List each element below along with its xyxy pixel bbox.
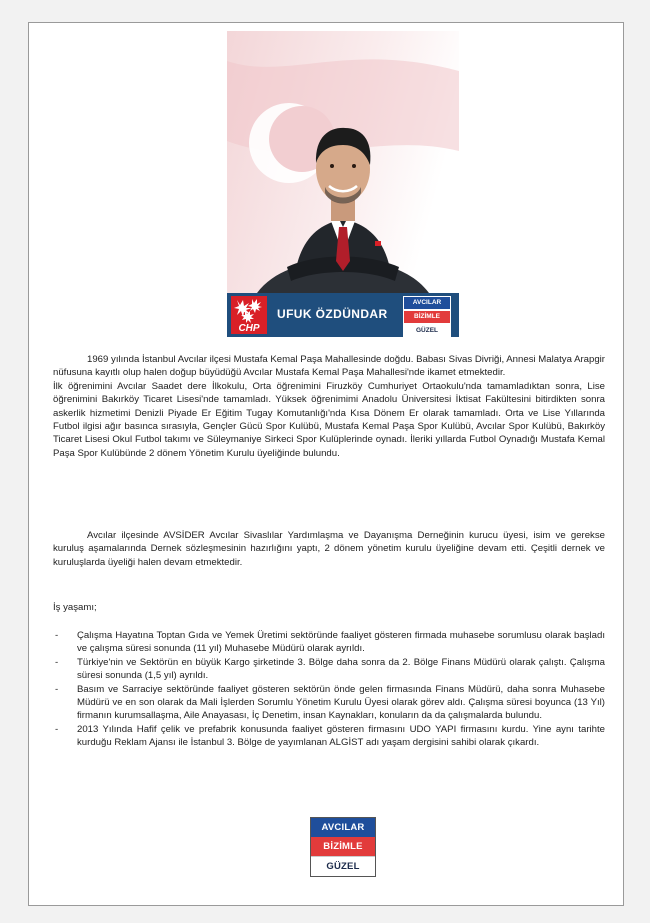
slogan-badge-line-3: GÜZEL xyxy=(311,856,375,876)
career-item: - 2013 Yılında Hafif çelik ve prefabrik konusunda faaliyet gösteren firmasını UDO YAPI firmasını kurdu. Yine aynı tarihte kurduğu Reklam Ajansı ile İstanbul 3. Bölge de yayımlanan ALGİST adı yaşam dergisini sahibi olarak çıkardı. xyxy=(55,723,605,749)
slogan-badge-line-2: BİZİMLE xyxy=(311,837,375,856)
candidate-portrait xyxy=(227,31,459,293)
slogan-line-2: BİZİMLE xyxy=(403,310,451,324)
career-item-text: Çalışma Hayatına Toptan Gıda ve Yemek Üretimi sektöründe faaliyet gösteren firmada muhasebe sorumlusu olarak başladı ve çalışma süresi sonunda (11 yıl) Muhasebe Müdürü olarak ayrıldı. xyxy=(77,630,605,655)
bio-paragraph-education: İlk öğrenimini Avcılar Saadet dere İlkokulu, Orta öğrenimini Firuzköy Cumhuriyet Ortaokulu'nda tamamladıktan sonra, Lise öğrenimini Bakırköy Ticaret Lisesi'nde tamamladı. Yüksek öğrenimimi Anadolu Üniversitesi İktisat Fakültesini bitirdikten sonra askerlik hizmetimi Denizli Piyade Er Eğitim Tugay Komutanlığı'nda Kısa Dönem Er olarak tamamladı. Orta ve Lise Yıllarında Futbol ilgisi ağır basınca sırasıyla, Gençler Gücü Spor Kulübü, Mustafa Kemal Paşa Spor Kulübü, Avcılar Spor Kulübü, Bakırköy Ticaret Lisesi Okul Futbol takımı ve Süleymaniye Sirkeci Spor Kulüplerinde oynadı. İleriki yıllarda Futbol Oynadığı Mustafa Kemal Paşa Spor Kulübünde 2 dönem Yönetim Kurulu üyeliğinde bulundu. xyxy=(53,380,605,459)
biography-section xyxy=(53,353,605,460)
career-item-text: Türkiye'nin ve Sektörün en büyük Kargo şirketinde 3. Bölge daha sonra da 2. Bölge Finans Müdürü olarak çalıştı. Çalışma süresi sonunda (1,5 yıl) ayrıldı. xyxy=(77,656,605,682)
career-item: - Çalışma Hayatına Toptan Gıda ve Yemek Üretimi sektöründe faaliyet gösteren firmada muhasebe sorumlusu olarak başladı ve çalışma süresi sonunda (11 yıl) Muhasebe Müdürü olarak ayrıldı. xyxy=(55,630,605,655)
career-item-text: Basım ve Sarraciye sektöründe faaliyet gösteren sektörün önde gelen firmasında Finans Müdürü, daha sonra Muhasebe Müdürü ve en son olarak da Mali İşlerden Sorumlu Yönetim Kurulu Üyesi olarak görev aldı. Çalışma süresi boyunca (13 Yıl) firmanın kurumsallaşma, Aile Anayasası, İç Denetim, insan Kaynakları, konuların da da çalışmalarda bulundu. xyxy=(77,683,605,722)
career-section xyxy=(53,629,605,750)
chp-logo-icon xyxy=(231,296,267,334)
career-item: - Türkiye'nin ve Sektörün en büyük Kargo şirketinde 3. Bölge daha sonra da 2. Bölge Finans Müdürü olarak çalıştı. Çalışma süresi sonunda (1,5 yıl) ayrıldı. xyxy=(55,656,605,682)
candidate-name: UFUK ÖZDÜNDAR xyxy=(277,307,388,321)
slogan-mini-badge xyxy=(403,296,451,337)
career-item-text: 2013 Yılında Hafif çelik ve prefabrik konusunda faaliyet gösteren firmasını UDO YAPI firmasını kurdu. Yine aynı tarihte kurduğu Reklam Ajansı ile İstanbul 3. Bölge de yayımlanan ALGİST adı yaşam dergisini sahibi olarak çıkardı. xyxy=(77,723,605,749)
career-item: - Basım ve Sarraciye sektöründe faaliyet gösteren sektörün önde gelen firmasında Finans Müdürü, daha sonra Muhasebe Müdürü ve en son olarak da Mali İşlerden Sorumlu Yönetim Kurulu Üyesi olarak görev aldı. Çalışma süresi boyunca (13 Yıl) firmanın kurumsallaşma, Aile Anayasası, İç Denetim, insan Kaynakları, konuların da da çalışmalarda bulundu. xyxy=(55,683,605,722)
chp-logo-text: CHP xyxy=(238,323,260,334)
career-list xyxy=(53,629,605,750)
slogan-badge-line-1: AVCILAR xyxy=(311,818,375,837)
slogan-line-1: AVCILAR xyxy=(403,296,451,310)
career-heading: İş yaşamı; xyxy=(53,602,97,613)
association-section xyxy=(53,529,605,569)
slogan-line-3: GÜZEL xyxy=(403,324,451,337)
bio-paragraph-associations: Avcılar ilçesinde AVSİDER Avcılar Sivaslılar Yardımlaşma ve Dayanışma Derneğinin kurucu üyesi, isim ve gerekse kuruluş aşamalarında Dernek sözleşmesinin hazırlığını yaptı, 2 dönem yönetim kurulu üyeliğine devam etti. Çeşitli dernek ve kuruluşlarda üyeliği halen devam etmektedir. xyxy=(53,530,605,568)
candidate-photo-card xyxy=(227,31,459,337)
name-bar xyxy=(227,293,459,337)
career-heading-block xyxy=(53,601,605,614)
slogan-badge xyxy=(310,817,376,877)
bio-paragraph-birth: 1969 yılında İstanbul Avcılar ilçesi Mustafa Kemal Paşa Mahallesinde doğdu. Babası Sivas Divriği, Annesi Malatya Arapgir nüfusuna kayıtlı olup halen doğup büyüdüğü Avcılar Mustafa Kemal Paşa Mahallesi'nde ikamet etmektedir. xyxy=(53,354,605,379)
document-page xyxy=(28,22,624,906)
